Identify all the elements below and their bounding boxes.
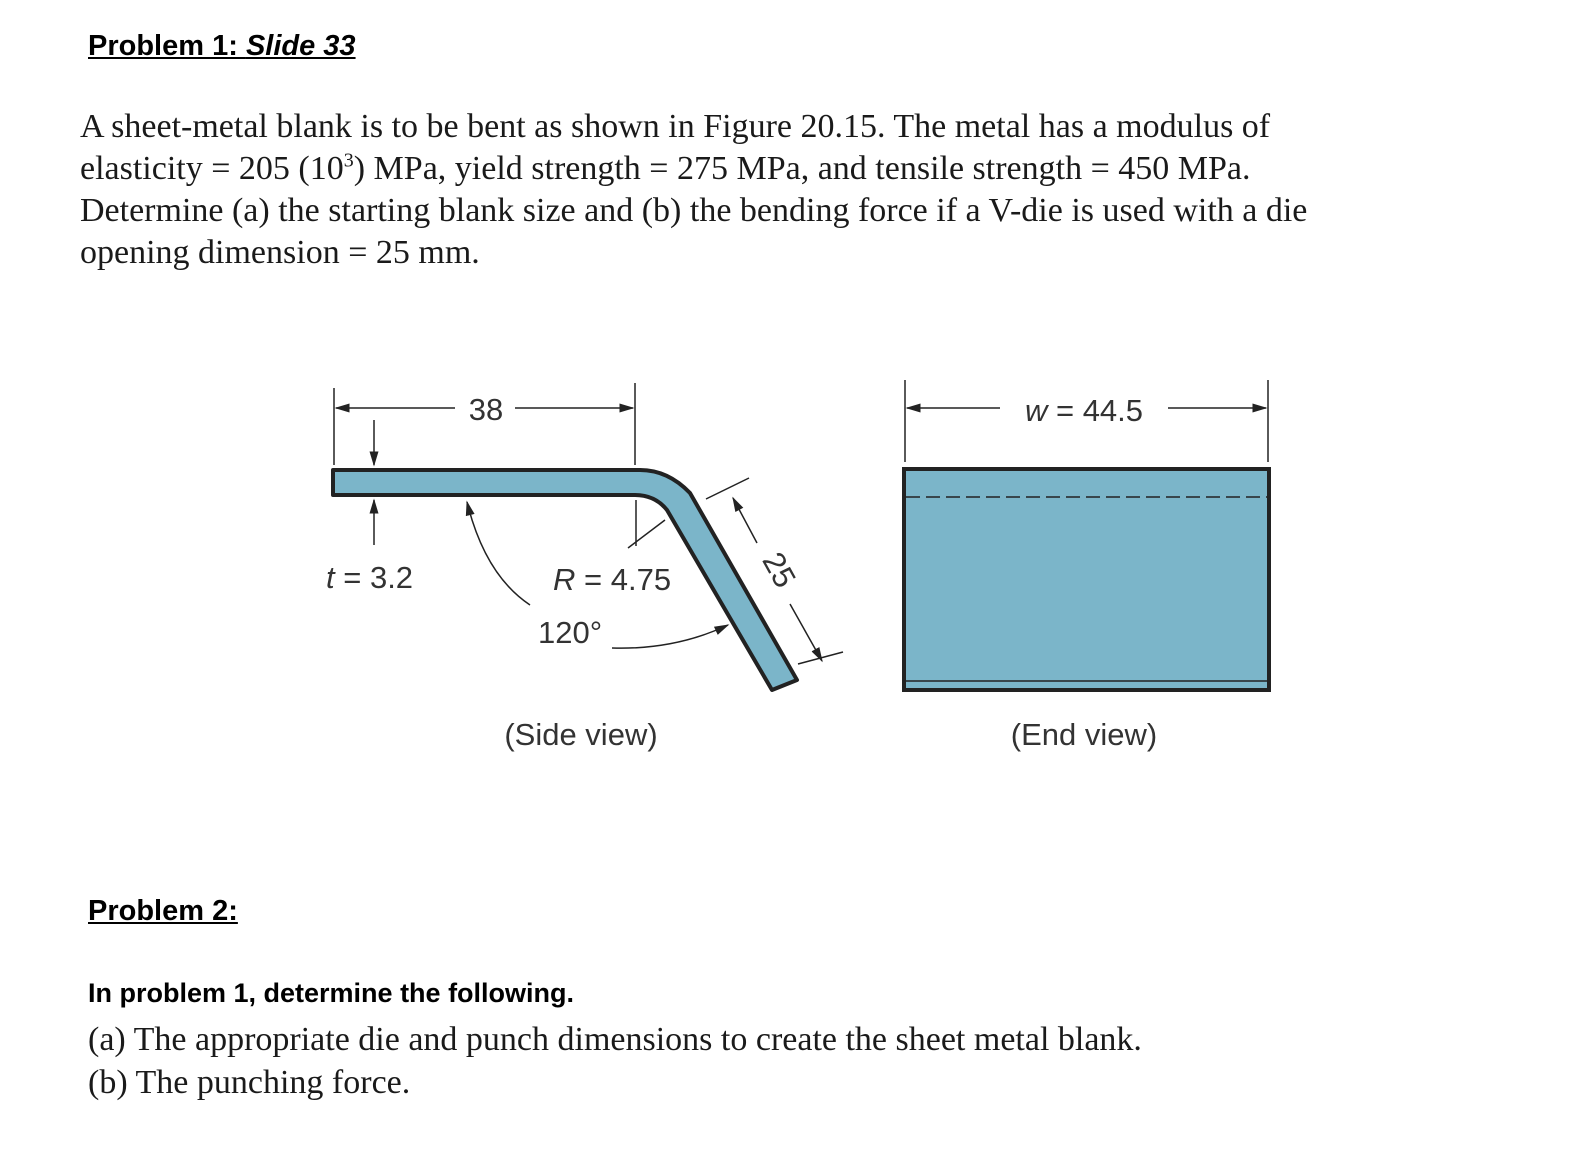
- radius-label: R = 4.75: [553, 562, 672, 597]
- dim-38-label: 38: [468, 392, 504, 427]
- list-item: (b) The punching force.: [88, 1064, 411, 1101]
- angle-arc-right: [612, 625, 728, 648]
- end-view-caption: (End view): [1010, 717, 1158, 752]
- width-label: w = 44.5: [1024, 393, 1144, 428]
- dim-25-arrow-top: [733, 498, 757, 543]
- thickness-label: t = 3.2: [326, 560, 414, 595]
- angle-label: 120°: [538, 615, 603, 650]
- dim-25-label: 25: [755, 546, 803, 594]
- angle-arc-left: [467, 502, 530, 605]
- side-view-caption: (Side view): [504, 717, 658, 752]
- problem-2-list: [88, 1018, 1142, 1104]
- radius-leader-diagonal: [628, 520, 665, 548]
- list-item: (a) The appropriate die and punch dimensions to create the sheet metal blank.: [88, 1021, 1142, 1058]
- slide-reference: Slide 33: [245, 30, 356, 62]
- end-view: [904, 380, 1269, 752]
- problem-2-intro: In problem 1, determine the following.: [88, 978, 575, 1008]
- problem-2-heading: Problem 2:: [88, 895, 238, 927]
- ext-line-25-top: [706, 478, 749, 499]
- end-view-rectangle: [904, 469, 1269, 690]
- problem-1-label: Problem 1:: [88, 30, 246, 62]
- statement-text-2: ) MPa, yield strength = 275 MPa, and tensile strength = 450 MPa. Determine (a) the starting blank size and (b) the bending force if a V-die is used with a die opening dimension = 25 mm.: [80, 150, 1308, 271]
- dim-25-arrow-bottom: [790, 604, 822, 661]
- statement-superscript: 3: [343, 149, 354, 172]
- side-view: [326, 383, 843, 752]
- statement-text-1: A sheet-metal blank is to be bent as shown in Figure 20.15. The metal has a modulus of elasticity = 205 (10: [80, 108, 1271, 187]
